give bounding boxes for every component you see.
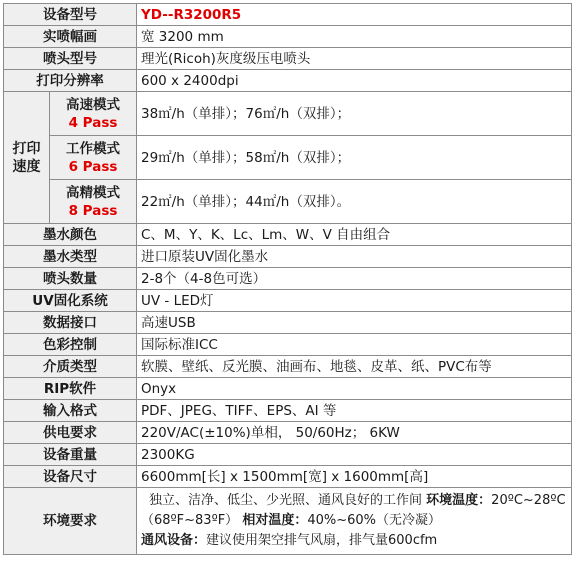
speed-mode-fine xyxy=(50,180,137,224)
environment-ventilation-label: 通风设备： xyxy=(141,533,207,548)
speed-value-high: 38㎡/h（单排）；76㎡/h（双排）； xyxy=(137,92,572,136)
environment-temperature-label: 环境温度： xyxy=(426,493,492,508)
speed-mode-name: 工作模式 xyxy=(66,140,120,157)
uv-system-value: UV - LED灯 xyxy=(137,290,572,312)
print-speed-label xyxy=(4,92,50,224)
ink-colors-value: C、M、Y、K、Lc、Lm、W、V 自由组合 xyxy=(137,224,572,246)
row-data-interface xyxy=(4,312,572,334)
environment-label: 环境要求 xyxy=(4,488,137,555)
row-rip-software xyxy=(4,378,572,400)
environment-text-1: 独立、洁净、低尘、少光照、通风良好的工作间 xyxy=(149,493,423,508)
speed-mode-work xyxy=(50,136,137,180)
media-type-label: 介质类型 xyxy=(4,356,137,378)
row-head-model xyxy=(4,48,572,70)
speed-mode-name: 高速模式 xyxy=(66,96,120,113)
row-ink-colors xyxy=(4,224,572,246)
row-ink-type xyxy=(4,246,572,268)
environment-value xyxy=(137,488,572,555)
row-resolution xyxy=(4,70,572,92)
ink-colors-label: 墨水颜色 xyxy=(4,224,137,246)
row-speed-fine xyxy=(4,180,572,224)
color-control-label: 色彩控制 xyxy=(4,334,137,356)
row-head-count xyxy=(4,268,572,290)
row-power xyxy=(4,422,572,444)
power-value: 220V/AC(±10%)单相， 50/60Hz； 6KW xyxy=(137,422,572,444)
model-value: YD--R3200R5 xyxy=(137,4,572,26)
speed-value-work: 29㎡/h（单排）；58㎡/h（双排）； xyxy=(137,136,572,180)
environment-humidity-value: 40%~60%（无冷凝） xyxy=(307,513,442,528)
input-format-value: PDF、JPEG、TIFF、EPS、AI 等 xyxy=(137,400,572,422)
speed-mode-pass: 4 Pass xyxy=(68,114,118,131)
speed-mode-pass: 6 Pass xyxy=(68,158,118,175)
speed-value-fine: 22㎡/h（单排）；44㎡/h（双排）。 xyxy=(137,180,572,224)
rip-software-label: RIP软件 xyxy=(4,378,137,400)
weight-value: 2300KG xyxy=(137,444,572,466)
speed-mode-pass: 8 Pass xyxy=(68,202,118,219)
head-model-label: 喷头型号 xyxy=(4,48,137,70)
weight-label: 设备重量 xyxy=(4,444,137,466)
row-color-control xyxy=(4,334,572,356)
row-speed-work xyxy=(4,136,572,180)
ink-type-label: 墨水类型 xyxy=(4,246,137,268)
row-uv-system xyxy=(4,290,572,312)
head-count-value: 2-8个（4-8色可选） xyxy=(137,268,572,290)
environment-ventilation-value: 建议使用架空排气风扇，排气量600cfm xyxy=(206,533,438,548)
spec-table xyxy=(3,3,572,555)
row-model xyxy=(4,4,572,26)
environment-temperature-value: 20ºC~28ºC（68ºF~83ºF） xyxy=(141,493,566,528)
row-print-width xyxy=(4,26,572,48)
row-speed-high xyxy=(4,92,572,136)
power-label: 供电要求 xyxy=(4,422,137,444)
model-label: 设备型号 xyxy=(4,4,137,26)
resolution-label: 打印分辨率 xyxy=(4,70,137,92)
print-width-label: 实喷幅画 xyxy=(4,26,137,48)
ink-type-value: 进口原装UV固化墨水 xyxy=(137,246,572,268)
row-dimensions xyxy=(4,466,572,488)
row-weight xyxy=(4,444,572,466)
speed-mode-name: 高精模式 xyxy=(66,184,120,201)
print-speed-label-line2: 速度 xyxy=(12,158,41,175)
rip-software-value: Onyx xyxy=(137,378,572,400)
print-speed-label-line1: 打印 xyxy=(12,140,41,157)
media-type-value: 软膜、壁纸、反光膜、油画布、地毯、皮革、纸、PVC布等 xyxy=(137,356,572,378)
dimensions-value: 6600mm[长] x 1500mm[宽] x 1600mm[高] xyxy=(137,466,572,488)
data-interface-value: 高速USB xyxy=(137,312,572,334)
uv-system-label: UV固化系统 xyxy=(4,290,137,312)
data-interface-label: 数据接口 xyxy=(4,312,137,334)
row-input-format xyxy=(4,400,572,422)
environment-humidity-label: 相对温度： xyxy=(242,513,308,528)
row-environment xyxy=(4,488,572,555)
speed-mode-high xyxy=(50,92,137,136)
print-width-value: 宽 3200 mm xyxy=(137,26,572,48)
row-media-type xyxy=(4,356,572,378)
head-count-label: 喷头数量 xyxy=(4,268,137,290)
input-format-label: 输入格式 xyxy=(4,400,137,422)
color-control-value: 国际标准ICC xyxy=(137,334,572,356)
head-model-value: 理光(Ricoh)灰度级压电喷头 xyxy=(137,48,572,70)
resolution-value: 600 x 2400dpi xyxy=(137,70,572,92)
dimensions-label: 设备尺寸 xyxy=(4,466,137,488)
